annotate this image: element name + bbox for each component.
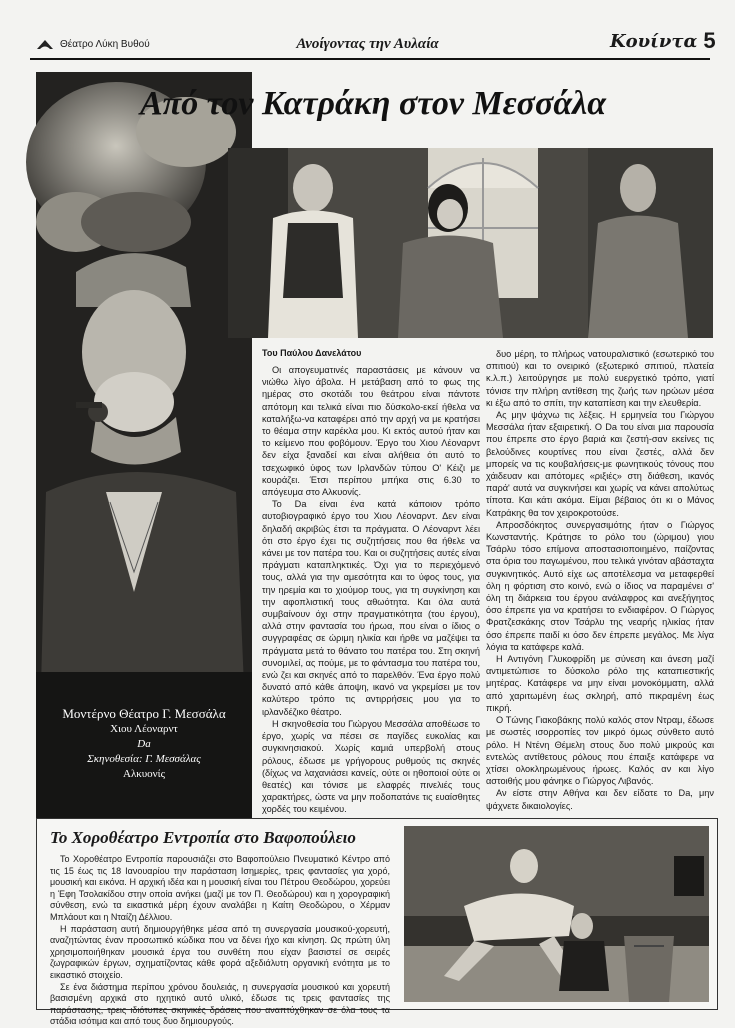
paragraph: Ας μην ψάχνω τις λέξεις. Η ερμηνεία του Γιώργου Μεσσάλα ήταν εξαιρετική. Ο Da του είναι μια παρουσία που έπρεπε στο έργο βαριά και ζεστή-σαν εκείνες τις βελούδινες κουρτίνες που είναι ζεστές, αλλά δεν μπορείς να τις κουβαλήσεις-με φωνητικούς τόνους που χάιδευαν και απότομες «ριξιές» στη διάθεση, ικανός παρά' αυτά να συγκινήσει και χωρίς να κάνει απολύτως τίποτα. Και κάτι ακόμα. Είμαι βέβαιος ότι κι ο Μάνος Κατράκης θα τον χειροκροτούσε. <box>486 410 714 518</box>
dance-performance-photo <box>404 826 709 1002</box>
photo-caption <box>36 706 252 782</box>
sidebar-text <box>50 854 390 1027</box>
caption-theatre: Μοντέρνο Θέατρο Γ. Μεσσάλα <box>62 706 226 721</box>
paragraph: Η σκηνοθεσία του Γιώργου Μεσσάλα αποθέωσε το έργο, χωρίς να πέσει σε παγίδες ευκολίας και συγκινησιακού. Χωρίς καμιά υπερβολή στους ρόλους, έδωσε με γρήγορους ρυθμούς τις σκηνές (δίχως να λαχανιάσει κανείς, ούτε οι ηθοποιοί ούτε οι θεατές) και τόνισε με ελαφρές πινελιές τους χαρακτήρες, ώστε να μην ποδοπατάνε τις ευαίσθητες χορδές του κειμένου. <box>262 718 480 815</box>
paragraph: Απροσδόκητος συνεργασιμότης ήταν ο Γιώργος Κωνσταντής. Κράτησε το ρόλο του (ώριμου) γιου Τσάρλυ τόσο επίμονα αποστασιοποιημένο, παίζοντας στα όρια του παγωμένου, που τελικά γινόταν αβάσταχτα συγκινητικός. Αυτό είχε ως αποτέλεσμα να μεταφερθεί όλη η φόρτιση στο κοινό, ενώ ο ίδιος να παραμένει σ' όλη τη διάρκεια του έργου ανάλαφρος και ανεξήγητος όσο έπρεπε για να κρατήσει το ενδιαφέρον. Ο Γιώργος Φρατζεσκάκης στον Τσάρλυ της νεαρής ηλικίας ήταν όσο έπρεπε παιδί κι όσο δεν έπρεπε μεγάλος. Με λίγα λόγια τα κατάφερε καλά. <box>486 519 714 652</box>
sidebar-title: Το Χοροθέατρο Εντροπία στο Βαφοπούλειο <box>50 828 356 847</box>
paragraph: Ο Τώνης Γιακοβάκης πολύ καλός στον Ντραμ, έδωσε με σωστές ισορροπίες τον μικρό όμως σύνθετο αυτό ρόλο. Η Ντένη Θέμελη στους δυο πολύ μικρούς και εντελώς αντίθετους ρόλους που έπαιξε κατάφερε να χτίσει ολοκληρωμένους ήρωες. Καλός αν και λίγο αστοιθής μου φάνηκε ο Γιώργος Λιβανός. <box>486 715 714 787</box>
publisher-name: Θέατρο Λύκη Βυθού <box>60 38 150 50</box>
paragraph: Το Da είναι ένα κατά κάποιον τρόπο αυτοβιογραφικό έργο του Χιου Λέοναρντ. Δεν είναι δηλαδή ακριβώς έτσι τα πράγματα. Ο Λέοναρντ λέει ότι στο έργο έχει τις συζητήσεις που θα ήθελε να κάνει με τον πατέρα του. Και οι συζητήσεις αυτές είναι πράγματι καταπληκτικές. Όχι για το περιεχόμενό τους, αλλά για την αμεσότητα και το ύφος τους, για την ηρεμία και το χιούμορ τους, για τη συγκίνηση και την αφοπλιστική τους αθωότητα. Και όλα αυτά συμβαίνουν όχι στην πραγματικότητα (του έργου), αλλά στην φαντασία του ήρωα, που είναι ο ίδιος ο συγγραφέας σε ώριμη ηλικία και ήρθε να μαζέψει τα πράγματα μετά το θάνατο του πατέρα του. Στη σκηνή συνομιλεί, ας πούμε, με το φάντασμα του πατέρα του, ενώ ζει και σκηνές από το παρελθόν. Ένα έργο πολύ δυνατό από κάθε άποψη, ικανό να γκρεμίσει με τον καλύτερο τρόπο τις αντιρρήσεις μου για το ιρλανδέζικο θέατρο. <box>262 499 481 717</box>
header-right <box>610 28 716 54</box>
paragraph: δυο μέρη, το πλήρως νατουραλιστικό (εσωτερικό του σπιτιού) και το ονειρικό (εξωτερικό σπιτιού, πλατεία κ.λ.π.) λειτούργησε με πολύ ευεργετικό τρόπο, γιατί τόνισε την πλήρη αντίθεση της ζωής των ηρώων μέσα κι έξω από το σπίτι, την καταπίεση και την ελευθερία. <box>486 349 714 408</box>
caption-play: Da <box>137 738 151 750</box>
paragraph: Αν είστε στην Αθήνα και δεν είδατε το Da, μην ψάχνετε δικαιολογίες. <box>486 788 714 811</box>
article-byline: Του Παύλου Δανελάτου <box>262 348 362 358</box>
caption-venue: Αλκυονίς <box>123 768 165 780</box>
paragraph: Οι απογευματινές παραστάσεις με κάνουν να νιώθω λίγο άβολα. Η μετάβαση από το φως της ημέρας στο σκοτάδι του θεάτρου είναι πάντοτε απότομη και τελικά είναι πιο δύσκολο-εκεί ήθελα να καταλήξω-να καταφέρει από την αρχή να με κρατήσει το θέαμα στην καρέκλα μου. Κι εκτός αυτού ήταν και το κείμενο που φοβόμουν. Έργο του Χιου Λέοναρντ δεν είχα ξαναδεί και είναι αλήθεια ότι αυτό το τσεχωφικό ύφος των Ιρλανδών τύπου Ο' Κέιζι με κουράζει. Έτσι περίπου μπήκα στις 6.30 το απόγευμα στο Αλκυονίς. <box>262 365 480 498</box>
section-title: Ανοίγοντας την Αυλαία <box>296 36 439 52</box>
article-title: Από τον Κατράκη στον Μεσσάλα <box>140 85 607 122</box>
paragraph: Η παράσταση αυτή δημιουργήθηκε μέσα από τη συνεργασία μουσικού-χορευτή, αναζητώντας έναν προσωπικό κώδικα που να δένει ήχο και κίνηση. Ως πρώτη ύλη χρησιμοποιήθηκαν μουσικά έργα του συνθέτη που είχαν βασιστεί σε σειρές ζωγραφικών έργων, σχηματίζοντας κάθε φορά αξεδιάλυτη οργανική ενότητα με το εικαστικό στοιχείο. <box>50 923 390 980</box>
article-column-1 <box>262 364 480 844</box>
article-column-2 <box>486 348 714 848</box>
stage-scene-photo <box>228 148 713 338</box>
header-divider <box>30 58 710 60</box>
paragraph: Η Αντιγόνη Γλυκοφρίδη με σύνεση και άνεση μαζί αντιμετώπισε το δύσκολο ρόλο της καταπιεστικής μητέρας. Κατάφερε να μην είναι μονοκόμματη, αλλά από χαριτωμένη έως σκληρή, από πικραμένη έως πικρή. <box>486 654 714 713</box>
page-number: 5 <box>703 28 716 53</box>
brand-logo: Κουίντα <box>610 30 698 52</box>
caption-author: Χιου Λέοναρντ <box>110 723 178 735</box>
caption-director: Σκηνοθεσία: Γ. Μεσσάλας <box>87 753 201 765</box>
paragraph: Το Χοροθέατρο Εντροπία παρουσιάζει στο Βαφοπούλειο Πνευματικό Κέντρο από τις 15 έως τις 18 Ιανουαρίου την παράσταση Ισημερίες, τρεις φαντασίες για χορό, μουσική και εικόνα. Η αρχική ιδέα και η μουσική είναι του Πέτρου Θεοδώρου, χορεύει η Έφη Τσολακίδου στην οποία ανήκει (μαζί με τον Π. Θεοδώρου) και η χορογραφική σύνθεση, ενώ τα εικαστικά μέρη έχουν αναλάβει η Καίτη Θεοδώρου, ο Χέρμαν Μπλάουτ και η Νταίζη Δέλλιου. <box>50 854 390 922</box>
paragraph: Σε ένα διάστημα περίπου χρόνου δουλειάς, η συνεργασία μουσικού και χορευτή βασισμένη αρχικά στο ηχητικό αυτό υλικό, έδωσε τις τρεις φαντασίες της παράστασης, τρεις ιδιότυπες σκηνικές δράσεις που αναπτύχθηκαν σε όλα τους τα στάδια ισότιμα και από τους δυο δημιουργούς. <box>50 981 390 1027</box>
